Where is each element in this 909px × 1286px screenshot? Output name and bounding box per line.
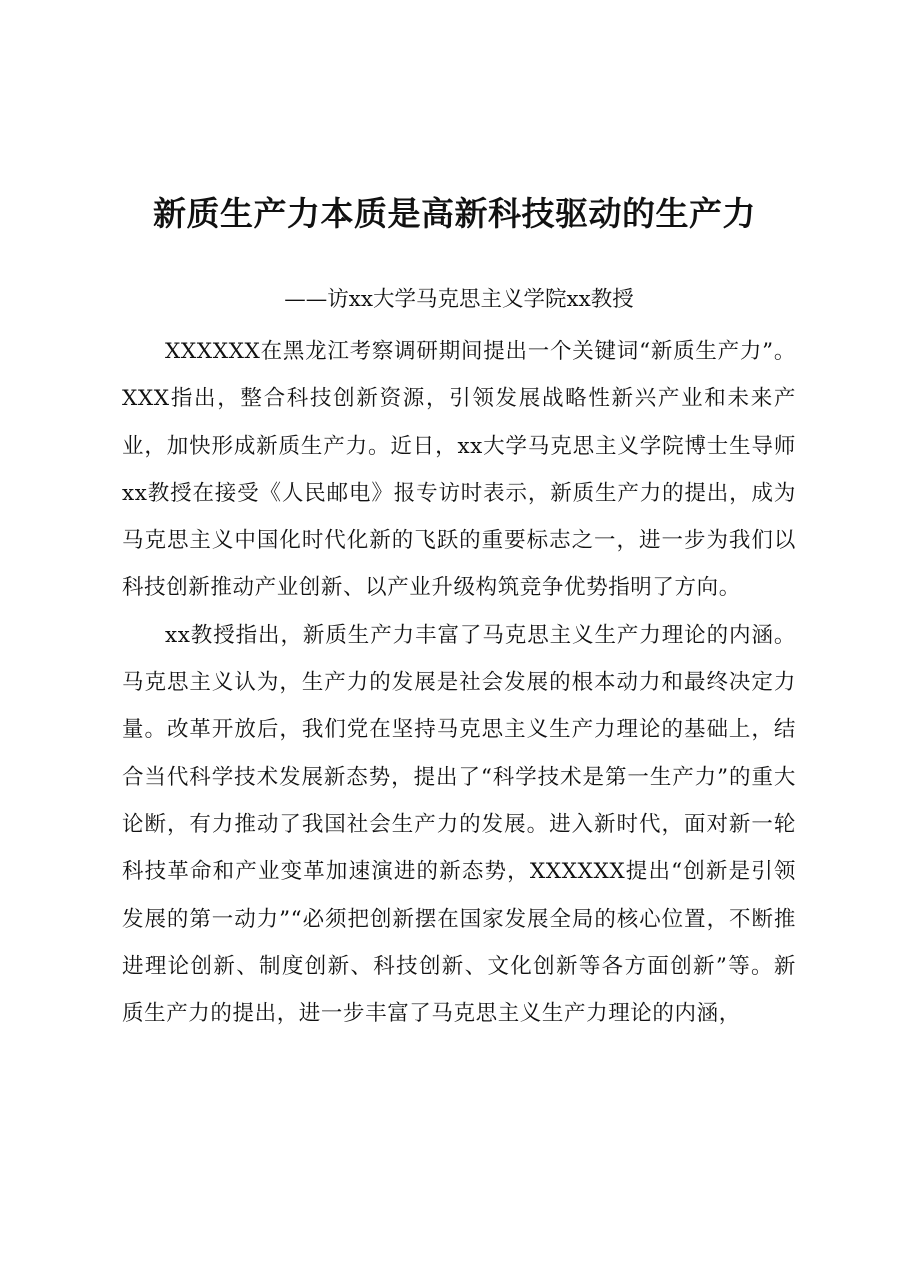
paragraph-1: XXXXXX在黑龙江考察调研期间提出一个关键词“新质生产力”。XXX指出，整合科技创新资源，引领发展战略性新兴产业和未来产业，加快形成新质生产力。近日，xx大学马克思主义学院博士生导师xx教授在接受《人民邮电》报专访时表示，新质生产力的提出，成为马克思主义中国化时代化新的飞跃的重要标志之一，进一步为我们以科技创新推动产业创新、以产业升级构筑竞争优势指明了方向。 bbox=[122, 339, 796, 601]
paragraph-2: xx教授指出，新质生产力丰富了马克思主义生产力理论的内涵。马克思主义认为，生产力的发展是社会发展的根本动力和最终决定力量。改革开放后，我们党在坚持马克思主义生产力理论的基础上，结合当代科学技术发展新态势，提出了“科学技术是第一生产力”的重大论断，有力推动了我国社会生产力的发展。进入新时代，面对新一轮科技革命和产业变革加速演进的新态势，XXXXXX提出“创新是引领发展的第一动力”“必须把创新摆在国家发展全局的核心位置，不断推进理论创新、制度创新、科技创新、文化创新等各方面创新”等。新质生产力的提出，进一步丰富了马克思主义生产力理论的内涵， bbox=[122, 622, 796, 1027]
document-subtitle: ——访xx大学马克思主义学院xx教授 bbox=[284, 287, 634, 312]
document-title: 新质生产力本质是高新科技驱动的生产力 bbox=[153, 194, 756, 233]
document-body bbox=[122, 328, 796, 1037]
